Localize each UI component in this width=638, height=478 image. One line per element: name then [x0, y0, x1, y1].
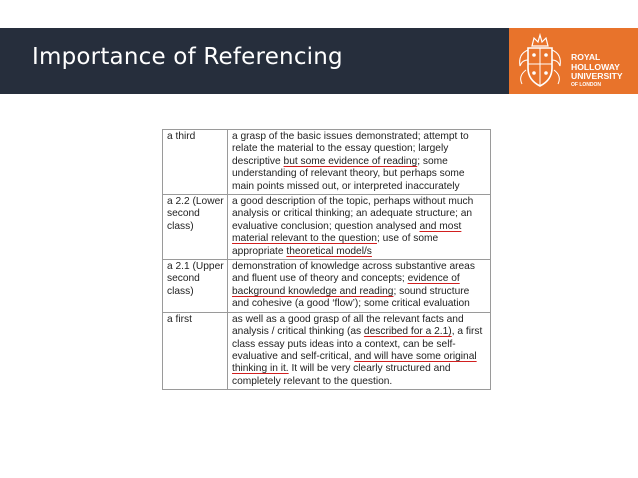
wordmark-line-4: OF LONDON	[571, 81, 601, 88]
grade-cell: a third	[163, 130, 228, 195]
description-text: ; sound structure and cohesive (a good ‘flow’); some critical evaluation	[232, 285, 470, 310]
table-row	[163, 130, 491, 195]
wordmark-line-2: HOLLOWAY	[571, 61, 620, 72]
underlined-phrase: described for a 2.1)	[363, 326, 452, 338]
grade-cell: a 2.1 (Upper second class)	[163, 260, 228, 313]
description-text: a grasp of the basic issues demonstrated; attempt to relate the material to the essay question; largely descriptive	[232, 131, 469, 167]
grading-criteria-table	[162, 129, 491, 390]
table-row	[163, 195, 491, 260]
description-text: ; some understanding of relevant theory, but perhaps some main points missed out, or interpreted inaccurately	[232, 155, 465, 192]
university-wordmark	[571, 53, 623, 89]
description-cell	[228, 130, 491, 195]
underlined-phrase: evidence of background knowledge and reading	[232, 273, 460, 297]
description-text: ; use of some appropriate	[232, 233, 439, 257]
crest-icon	[514, 30, 566, 92]
grade-cell: a 2.2 (Lower second class)	[163, 195, 228, 260]
description-cell	[228, 260, 491, 313]
slide-title: Importance of Referencing	[32, 44, 343, 70]
table-row	[163, 312, 491, 389]
underlined-phrase: but some evidence of reading	[283, 155, 418, 167]
table-row	[163, 260, 491, 313]
wordmark-line-3: UNIVERSITY	[571, 71, 623, 82]
underlined-phrase: theoretical model/s	[286, 245, 372, 257]
description-text: demonstration of knowledge across substantive areas and fluent use of theory and concepts;	[232, 261, 475, 285]
description-text: It will be very clearly structured and completely relevant to the question.	[232, 363, 451, 387]
grade-cell: a first	[163, 312, 228, 389]
description-text: as well as a good grasp of all the relevant facts and analysis / critical thinking (as	[232, 313, 464, 338]
underlined-phrase: and most material relevant to the question	[232, 220, 462, 245]
description-cell	[228, 312, 491, 389]
description-cell	[228, 195, 491, 260]
underlined-phrase: and will have some original thinking in it.	[232, 350, 477, 375]
wordmark-line-1: ROYAL	[571, 52, 601, 62]
description-text: a good description of the topic, perhaps without much analysis or critical thinking; an adequate structure; an evaluative conclusion; question analysed	[232, 196, 474, 232]
description-text: , a first class essay puts ideas into a context, can be self-evaluative and self-critical,	[232, 326, 483, 362]
